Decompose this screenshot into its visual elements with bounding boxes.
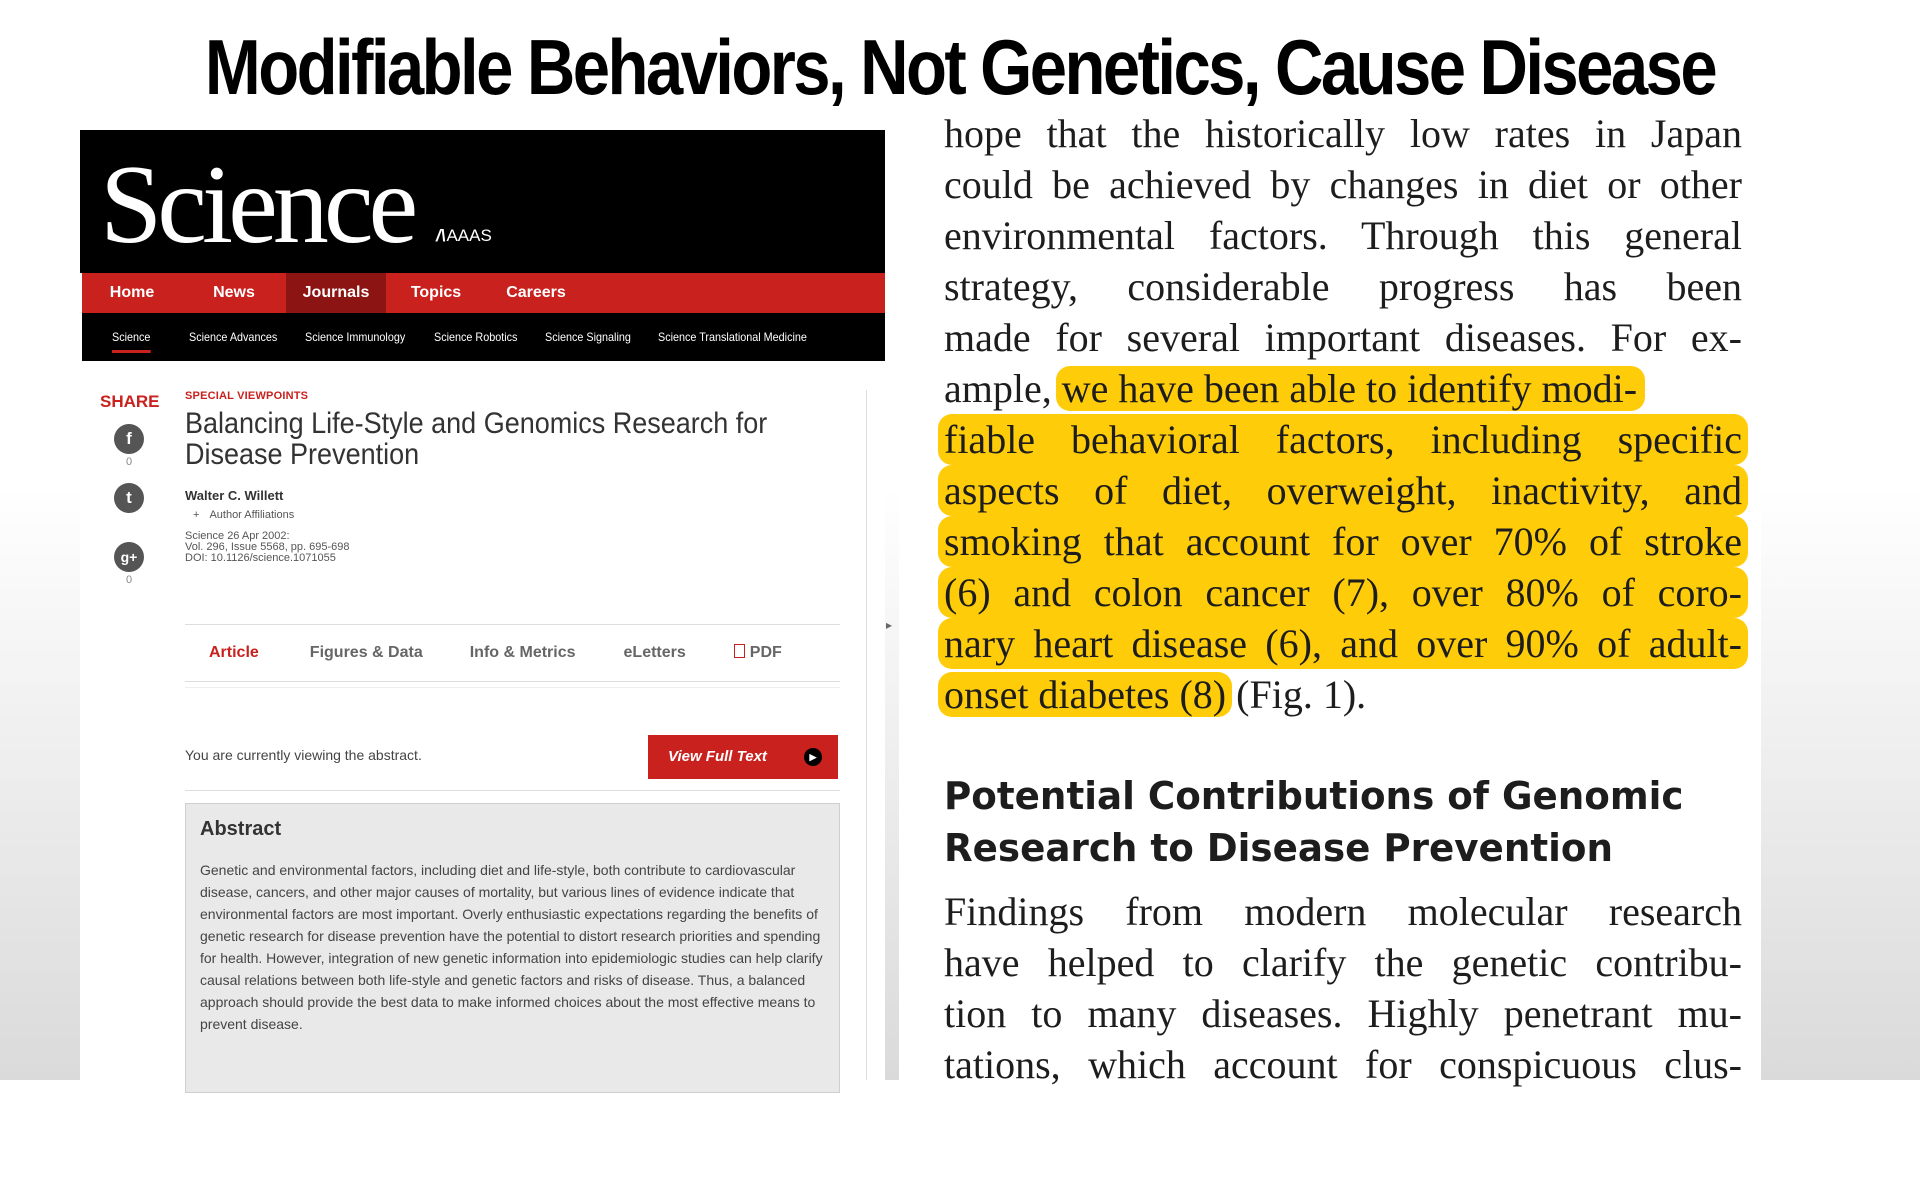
share-column [100,392,158,601]
nav-home[interactable]: Home [109,284,155,301]
highlighted-text: (6) and colon cancer (7), over 80% of coro- [938,567,1748,618]
citation-volume: Vol. 296, Issue 5568, pp. 695-698 [185,541,350,553]
google-plus-icon[interactable]: g+ [114,542,144,572]
article-title: Balancing Life-Style and Genomics Research for Disease Prevention [185,407,768,471]
aaas-logo[interactable]: /\AAAS [436,226,492,245]
tab-pdf[interactable]: PDF [734,644,782,662]
nav-news[interactable]: News [213,284,255,301]
paper-line [944,567,1742,618]
slide-title: Modifiable Behaviors, Not Genetics, Cause Disease [204,23,1716,111]
paper-line [944,465,1742,516]
tab-figures-data[interactable]: Figures & Data [309,644,423,661]
highlighted-text: aspects of diet, overweight, inactivity, and [938,465,1748,516]
paper-paragraph [944,111,1744,720]
section-label: SPECIAL VIEWPOINTS [185,390,309,402]
article-tabs [185,624,840,682]
share-label: SHARE [100,392,160,411]
subnav-science-translational-medicine[interactable]: Science Translational Medicine [658,330,808,344]
author-name[interactable]: Walter C. Willett [185,488,284,503]
paper-line: Findings from modern molecular research [944,889,1742,934]
journal-subnav [82,313,885,361]
paper-line [944,414,1742,465]
paper-paragraph-2 [944,886,1744,1090]
facebook-icon[interactable]: f [114,424,144,454]
paper-line: tations, which account for conspicuous clus- [944,1042,1742,1087]
abstract-text: Genetic and environmental factors, including diet and life-style, both contribute to cardiovascular disease, cancers, and other major causes of mortality, but various lines of evidence indicate that environmental factors are most important. Overly enthusiastic expectations regarding the benefits of genetic research for disease prevention have the potential to distort research priorities and spending for health. However, integration of new genetic information into epidemiologic studies can help clarify causal relations between both life-style and genetic factors and risks of disease. Thus, a balanced approach should provide the best data to make informed choices about the most effective means to prevent disease. [200,862,823,1032]
view-full-text-button[interactable] [648,735,838,779]
paper-excerpt [899,111,1761,1087]
paper-line: onset diabetes (8) (Fig. 1). [944,669,1742,720]
science-header [80,130,885,273]
chevron-right-icon: ▸ [886,618,893,632]
citation-journal: Science 26 Apr 2002: [185,530,290,542]
subnav-science[interactable]: Science [112,313,150,361]
citation [185,531,840,564]
plus-icon: + [193,509,200,521]
science-webpage [80,130,885,1080]
abstract-heading: Abstract [200,818,282,840]
paper-line: could be achieved by changes in diet or other [944,162,1742,207]
paper-line: hope that the historically low rates in Japan [944,111,1742,156]
tabs-divider [185,687,840,688]
highlighted-text: onset diabetes (8) [938,672,1232,717]
main-nav [82,273,885,313]
abstract-notice: You are currently viewing the abstract. [185,747,422,763]
paper-line: ample, we have been able to identify modi- [944,363,1742,414]
subnav-science-advances[interactable]: Science Advances [188,330,277,344]
aaas-mark-icon: /\ [436,226,446,245]
paper-line [944,516,1742,567]
notice-divider [185,790,840,791]
highlighted-text: fiable behavioral factors, including specific [938,414,1748,465]
subnav-science-robotics[interactable]: Science Robotics [434,330,518,344]
highlighted-text: nary heart disease (6), and over 90% of adult- [938,618,1748,669]
paper-line: made for several important diseases. For ex- [944,315,1742,360]
highlighted-text: we have been able to identify modi- [1056,366,1645,411]
play-arrow-icon: ▶ [804,748,822,766]
pdf-icon [734,644,745,658]
subnav-science-signaling[interactable]: Science Signaling [544,330,631,344]
paper-line: tion to many diseases. Highly penetrant mu- [944,991,1742,1036]
content-divider [866,390,867,1080]
nav-careers[interactable]: Careers [506,284,566,301]
article-meta [185,390,840,564]
paper-line [944,618,1742,669]
paper-line: environmental factors. Through this general [944,213,1742,258]
tab-eletters[interactable]: eLetters [623,644,686,661]
paper-line: have helped to clarify the genetic contribu- [944,940,1742,985]
subnav-science-immunology[interactable]: Science Immunology [304,330,406,344]
twitter-icon[interactable]: t [114,483,144,513]
view-full-text-label: View Full Text [668,748,767,765]
highlighted-text: smoking that account for over 70% of stroke [938,516,1748,567]
paper-line: strategy, considerable progress has been [944,264,1742,309]
author-affiliations-toggle[interactable]: + Author Affiliations [193,509,295,521]
tab-info-metrics[interactable]: Info & Metrics [469,644,576,661]
section-subheading: Potential Contributions of Genomic Research to Disease Prevention [944,774,1684,870]
nav-topics[interactable]: Topics [410,284,462,301]
tab-article[interactable]: Article [209,644,259,661]
facebook-share-count: 0 [125,456,133,468]
google-plus-share-count: 0 [125,574,133,586]
citation-doi: DOI: 10.1126/science.1071055 [185,552,336,564]
science-logo[interactable]: Science [100,143,414,267]
abstract-box [185,803,840,1093]
nav-journals[interactable]: Journals [286,273,386,313]
twitter-share-count [100,513,158,542]
